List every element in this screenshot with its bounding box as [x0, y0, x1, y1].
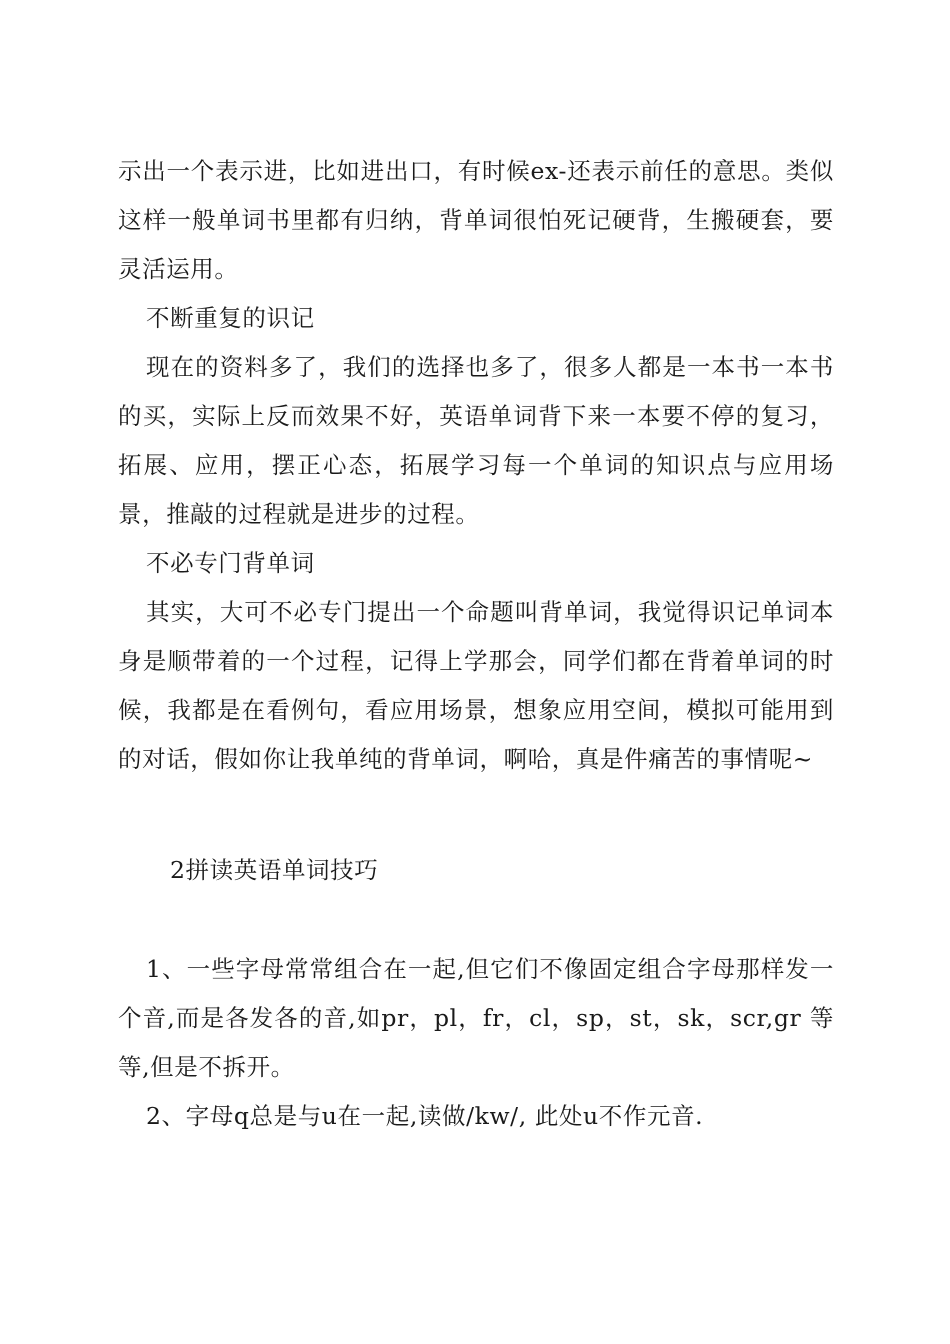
spacer — [118, 895, 834, 945]
paragraph-no-dedicated-memorization: 其实，大可不必专门提出一个命题叫背单词，我觉得识记单词本身是顺带着的一个过程，记得上学那会，同学们都在背着单词的时候，我都是在看例句，看应用场景，想象应用空间，模拟可能用到的对话，假如你让我单纯的背单词，啊哈，真是件痛苦的事情呢~ — [118, 598, 834, 773]
subheading-no-dedicated-memorization: 不必专门背单词 — [146, 549, 315, 577]
section-heading-spelling-tips: 2拼读英语单词技巧 — [170, 856, 379, 884]
paragraph-prefix-examples: 示出一个表示进，比如进出口，有时候ex-还表示前任的意思。类似这样一般单词书里都有归纳，背单词很怕死记硬背，生搬硬套，要灵活运用。 — [118, 157, 834, 283]
subheading-repeated-review: 不断重复的识记 — [146, 304, 315, 332]
spacer — [118, 784, 834, 846]
list-item-letter-q: 2、字母q总是与u在一起,读做/kw/, 此处u不作元音. — [146, 1102, 704, 1130]
document-page — [118, 147, 834, 1141]
paragraph-repeated-review: 现在的资料多了，我们的选择也多了，很多人都是一本书一本书的买，实际上反而效果不好，英语单词背下来一本要不停的复习，拓展、应用，摆正心态，拓展学习每一个单词的知识点与应用场景，推敲的过程就是进步的过程。 — [118, 353, 834, 528]
list-item-letter-combinations: 1、一些字母常常组合在一起,但它们不像固定组合字母那样发一个音,而是各发各的音,如pr，pl，fr，cl，sp，st，sk，scr,gr 等等,但是不拆开。 — [118, 955, 834, 1081]
